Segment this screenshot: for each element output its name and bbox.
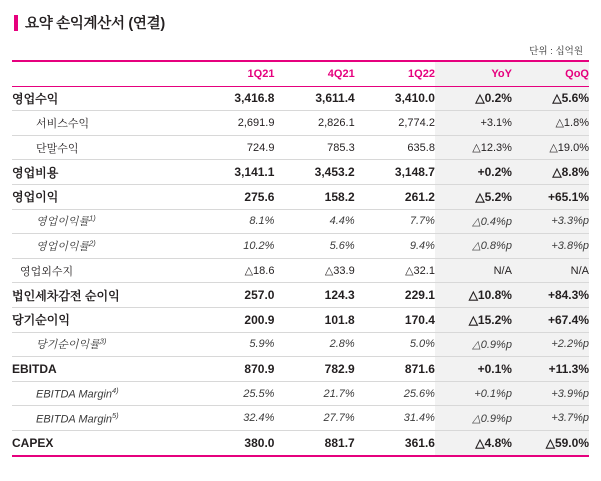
- value-4q21: 5.6%: [329, 239, 355, 252]
- value-4q21: 782.9: [324, 361, 355, 376]
- table-row: [12, 430, 589, 455]
- value-yoy: △0.9%p: [435, 332, 512, 357]
- row-label: 법인세차감전 순이익: [12, 288, 120, 303]
- value-yoy: △12.3%: [435, 135, 512, 160]
- table-row: [12, 160, 589, 185]
- row-label: 영업수익: [12, 91, 59, 106]
- value-1q21: 25.5%: [243, 387, 275, 400]
- value-qoq: +11.3%: [512, 357, 589, 382]
- value-1q22: 25.6%: [403, 387, 435, 400]
- value-1q21: 870.9: [244, 361, 275, 376]
- value-1q21: 200.9: [244, 312, 275, 327]
- value-4q21: 785.3: [327, 141, 355, 154]
- value-qoq: +84.3%: [512, 283, 589, 308]
- page-title-text: 요약 손익계산서 (연결): [25, 16, 165, 32]
- column-header-qoq: QoQ: [512, 61, 589, 86]
- table-row: [12, 381, 589, 406]
- value-qoq: +67.4%: [512, 307, 589, 332]
- value-yoy: △0.9%p: [435, 406, 512, 431]
- value-1q21: 32.4%: [243, 412, 275, 425]
- income-statement-table: [12, 60, 589, 457]
- value-yoy: △0.2%: [435, 86, 512, 111]
- value-yoy: △4.8%: [435, 430, 512, 455]
- value-yoy: △10.8%: [435, 283, 512, 308]
- value-4q21: 3,453.2: [314, 165, 355, 180]
- value-1q22: 871.6: [404, 361, 435, 376]
- row-label: 영업이익률$^{1)}$: [36, 213, 96, 229]
- value-yoy: △15.2%: [435, 307, 512, 332]
- value-qoq: △59.0%: [512, 430, 589, 455]
- unit-note-text: 단위 : 십억원: [529, 46, 583, 57]
- table-row: [12, 283, 589, 308]
- value-qoq: +2.2%p: [512, 332, 589, 357]
- value-qoq: △8.8%: [512, 160, 589, 185]
- column-header-label: [12, 61, 194, 86]
- value-yoy: +0.2%: [435, 160, 512, 185]
- column-header-4q21: 4Q21: [327, 67, 355, 80]
- value-1q21: 2,691.9: [237, 116, 275, 129]
- row-label: 서비스수익: [36, 117, 90, 130]
- table-header: [12, 61, 589, 86]
- table-header-row: [12, 61, 589, 86]
- value-4q21: 158.2: [324, 189, 355, 204]
- table-row: [12, 307, 589, 332]
- row-label: 단말수익: [36, 142, 79, 155]
- table-row: [12, 406, 589, 431]
- table-row: [12, 234, 589, 259]
- value-1q21: 10.2%: [243, 239, 275, 252]
- value-4q21: 3,611.4: [315, 91, 355, 106]
- value-4q21: 124.3: [324, 288, 355, 303]
- value-1q21: 3,141.1: [234, 165, 275, 180]
- row-label: EBITDA: [12, 361, 57, 376]
- value-1q22: △32.1: [405, 265, 435, 278]
- footnote-marker: 1): [89, 213, 96, 223]
- row-label: 영업비용: [12, 165, 59, 180]
- value-qoq: △1.8%: [512, 111, 589, 136]
- table-row: [12, 111, 589, 136]
- value-1q22: 170.4: [404, 312, 435, 327]
- value-yoy: +3.1%: [435, 111, 512, 136]
- page-title: [14, 12, 589, 33]
- value-qoq: △5.6%: [512, 86, 589, 111]
- value-4q21: 2,826.1: [318, 116, 355, 129]
- column-header-1q22: 1Q22: [408, 67, 435, 80]
- row-label: 당기순이익: [12, 313, 70, 328]
- column-header-yoy: YoY: [435, 61, 512, 86]
- value-4q21: 101.8: [324, 312, 355, 327]
- value-1q22: 229.1: [404, 288, 435, 303]
- value-yoy: +0.1%: [435, 357, 512, 382]
- row-label: EBITDA Margin$^{5)}$: [36, 410, 119, 426]
- row-label: 영업외수지: [20, 265, 74, 278]
- value-4q21: 881.7: [324, 435, 355, 450]
- value-qoq: +3.3%p: [512, 209, 589, 234]
- value-1q21: 5.9%: [249, 338, 275, 351]
- title-accent-bar: [14, 15, 18, 31]
- table-row: [12, 209, 589, 234]
- value-yoy: △0.4%p: [435, 209, 512, 234]
- table-row: [12, 135, 589, 160]
- value-qoq: +3.8%p: [512, 234, 589, 259]
- column-header-1q21: 1Q21: [247, 67, 275, 80]
- value-1q22: 361.6: [404, 435, 435, 450]
- value-4q21: 4.4%: [329, 215, 355, 228]
- value-4q21: 2.8%: [329, 338, 355, 351]
- value-1q22: 635.8: [407, 141, 435, 154]
- row-label: 영업이익률$^{2)}$: [36, 238, 96, 253]
- value-4q21: 27.7%: [323, 412, 355, 425]
- value-1q21: 380.0: [244, 435, 275, 450]
- value-1q22: 5.0%: [409, 338, 435, 351]
- value-qoq: +3.9%p: [512, 381, 589, 406]
- value-1q22: 31.4%: [403, 412, 435, 425]
- value-qoq: △19.0%: [512, 135, 589, 160]
- row-label: EBITDA Margin$^{4)}$: [36, 386, 119, 401]
- value-1q22: 7.7%: [409, 215, 435, 228]
- unit-note: [12, 43, 583, 57]
- value-1q22: 9.4%: [409, 239, 435, 252]
- value-4q21: 21.7%: [323, 387, 355, 400]
- value-yoy: △0.8%p: [435, 234, 512, 259]
- row-label: 당기순이익률$^{3)}$: [36, 336, 107, 352]
- table-row: [12, 332, 589, 357]
- value-yoy: △5.2%: [435, 184, 512, 209]
- value-1q21: △18.6: [244, 265, 275, 278]
- value-yoy: +0.1%p: [435, 381, 512, 406]
- value-qoq: N/A: [512, 258, 589, 283]
- table-row: [12, 86, 589, 111]
- value-4q21: △33.9: [324, 265, 355, 278]
- footnote-marker: 5): [112, 410, 119, 420]
- value-1q21: 3,416.8: [234, 91, 275, 106]
- value-1q21: 275.6: [244, 189, 275, 204]
- table-body: [12, 86, 589, 455]
- value-1q21: 8.1%: [249, 215, 275, 228]
- table-row: [12, 184, 589, 209]
- value-qoq: +3.7%p: [512, 406, 589, 431]
- row-label: CAPEX: [12, 435, 54, 450]
- row-label: 영업이익: [12, 190, 59, 205]
- value-1q22: 3,410.0: [394, 91, 435, 106]
- value-1q21: 724.9: [246, 141, 275, 154]
- value-1q22: 261.2: [404, 189, 435, 204]
- value-yoy: N/A: [435, 258, 512, 283]
- footnote-marker: 4): [112, 386, 119, 396]
- value-1q21: 257.0: [244, 288, 275, 303]
- value-qoq: +65.1%: [512, 184, 589, 209]
- value-1q22: 2,774.2: [398, 116, 435, 129]
- footnote-marker: 3): [99, 336, 107, 346]
- table-row: [12, 258, 589, 283]
- footnote-marker: 2): [89, 238, 96, 248]
- table-row: [12, 357, 589, 382]
- value-1q22: 3,148.7: [394, 165, 435, 180]
